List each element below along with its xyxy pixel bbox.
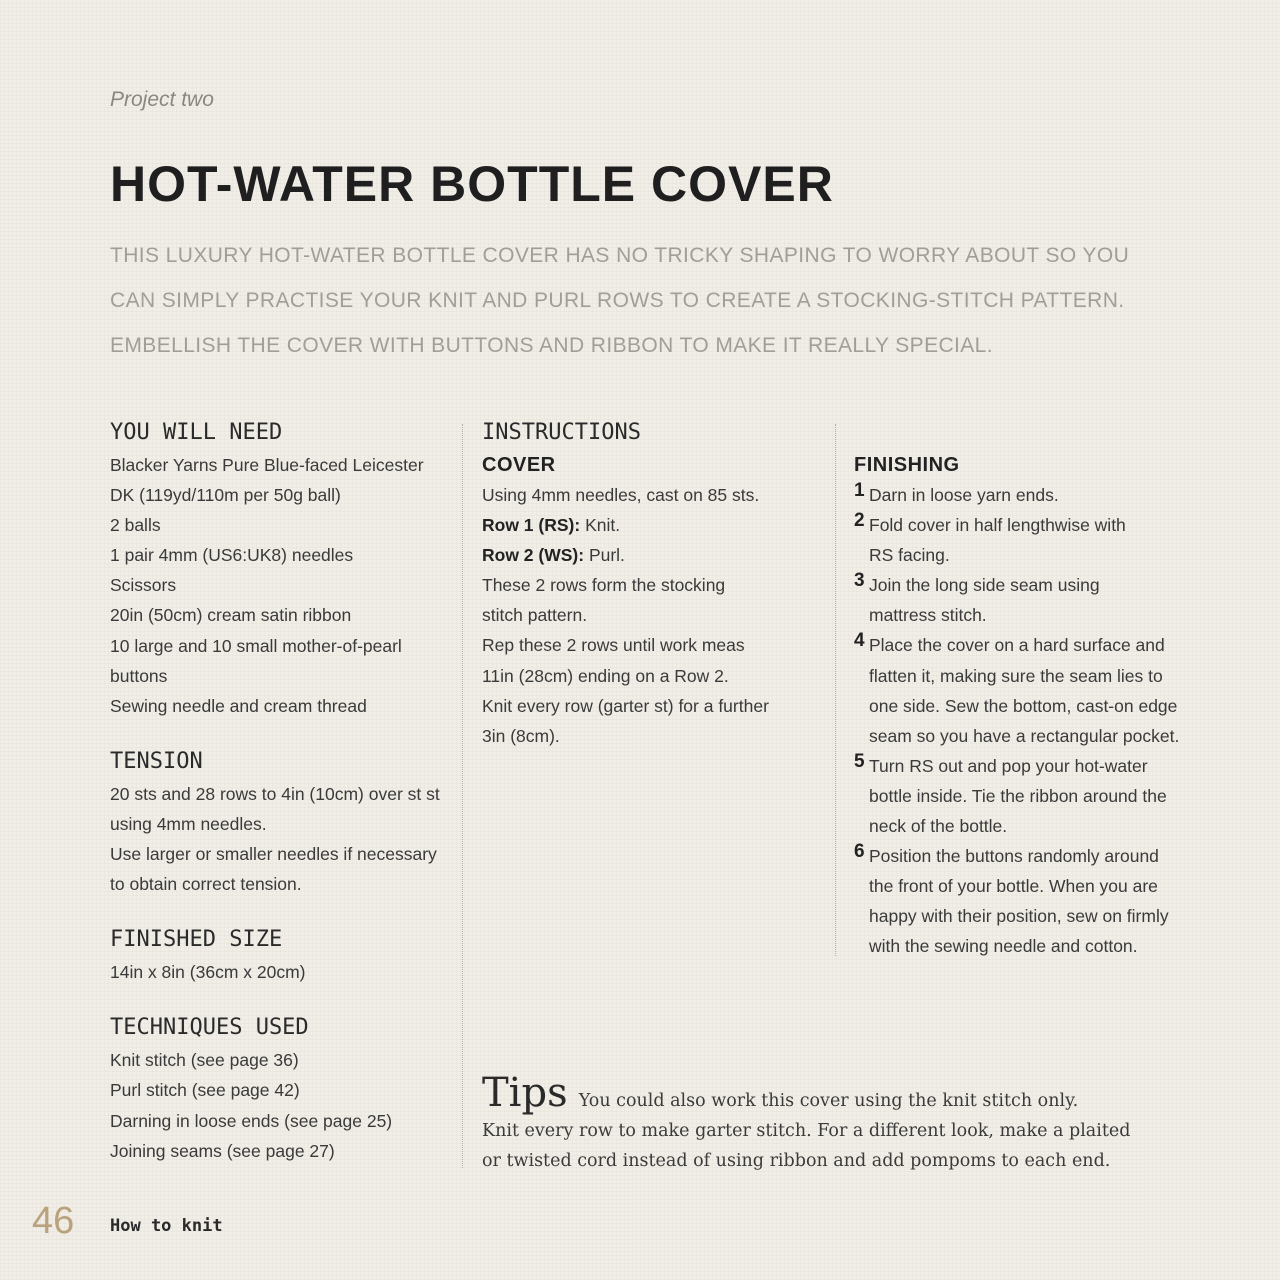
- step-line: Join the long side seam using: [869, 575, 1100, 596]
- finished-size-section: [110, 923, 450, 987]
- step-number: 6: [854, 841, 865, 863]
- row-1-text: Knit.: [580, 515, 621, 536]
- instruction-line: 11in (28cm) ending on a Row 2.: [482, 665, 729, 686]
- finishing-spacer: [854, 416, 1234, 450]
- list-item: 10 large and 10 small mother-of-pearl: [110, 635, 402, 656]
- running-title: How to knit: [110, 1216, 223, 1236]
- intro-line: EMBELLISH THE COVER WITH BUTTONS AND RIBBON TO MAKE IT REALLY SPECIAL.: [110, 334, 994, 357]
- step-line: the front of your bottle. When you are: [869, 876, 1158, 897]
- intro-line: CAN SIMPLY PRACTISE YOUR KNIT AND PURL ROWS TO CREATE A STOCKING-STITCH PATTERN.: [110, 289, 1125, 312]
- step-line: happy with their position, sew on firmly: [869, 906, 1169, 927]
- step-line: one side. Sew the bottom, cast-on edge: [869, 695, 1178, 716]
- cover-subheading: COVER: [482, 454, 556, 476]
- step-line: bottle inside. Tie the ribbon around the: [869, 785, 1167, 806]
- step-number: 4: [854, 630, 865, 652]
- tension-heading: TENSION: [110, 748, 203, 774]
- row-1-line: [482, 510, 827, 540]
- finishing-step: [854, 510, 1234, 570]
- row-2-label: Row 2 (WS):: [482, 545, 585, 566]
- tips-first-line: [482, 1070, 1242, 1116]
- step-line: Position the buttons randomly around: [869, 846, 1159, 867]
- list-item: DK (119yd/110m per 50g ball): [110, 485, 341, 506]
- finished-size-value: 14in x 8in (36cm x 20cm): [110, 962, 306, 983]
- instruction-line: These 2 rows form the stocking: [482, 575, 726, 596]
- row-2-text: Purl.: [584, 545, 625, 566]
- step-line: Turn RS out and pop your hot-water: [869, 755, 1148, 776]
- instruction-line: Knit every row (garter st) for a further: [482, 695, 769, 716]
- step-line: Place the cover on a hard surface and: [869, 635, 1165, 656]
- step-line: mattress stitch.: [869, 605, 987, 626]
- tips-line: Knit every row to make garter stitch. For a different look, make a plaited: [482, 1121, 1131, 1142]
- instructions-heading: INSTRUCTIONS: [482, 420, 641, 445]
- tension-line: 20 sts and 28 rows to 4in (10cm) over st st: [110, 783, 440, 804]
- tension-section: [110, 745, 450, 899]
- technique-item: Knit stitch (see page 36): [110, 1050, 299, 1071]
- step-number: 3: [854, 570, 865, 592]
- finishing-heading: FINISHING: [854, 454, 960, 476]
- cast-on-line: Using 4mm needles, cast on 85 sts.: [482, 485, 760, 505]
- techniques-section: [110, 1011, 450, 1165]
- step-line: neck of the bottle.: [869, 816, 1008, 837]
- tension-line: to obtain correct tension.: [110, 874, 302, 895]
- techniques-heading: TECHNIQUES USED: [110, 1015, 309, 1041]
- list-item: 20in (50cm) cream satin ribbon: [110, 605, 352, 626]
- step-number: 5: [854, 750, 865, 772]
- tension-line: Use larger or smaller needles if necessary: [110, 844, 437, 865]
- technique-item: Purl stitch (see page 42): [110, 1080, 300, 1101]
- column-divider: [462, 424, 463, 1168]
- step-line: flatten it, making sure the seam lies to: [869, 665, 1163, 686]
- tips-line: or twisted cord instead of using ribbon and add pompoms to each end.: [482, 1151, 1111, 1172]
- page-title: HOT-WATER BOTTLE COVER: [110, 156, 834, 212]
- you-will-need-section: [110, 416, 450, 721]
- page-number: 46: [32, 1200, 75, 1242]
- finishing-step: [854, 751, 1234, 841]
- list-item: Scissors: [110, 575, 177, 596]
- technique-item: Joining seams (see page 27): [110, 1140, 335, 1161]
- instructions-column: [482, 416, 827, 751]
- finishing-column: [854, 416, 1234, 962]
- column-divider: [835, 424, 836, 956]
- row-1-label: Row 1 (RS):: [482, 515, 581, 536]
- instruction-line: stitch pattern.: [482, 605, 588, 626]
- list-item: buttons: [110, 665, 168, 686]
- row-2-line: [482, 540, 827, 570]
- finished-size-heading: FINISHED SIZE: [110, 927, 283, 953]
- left-column: [110, 416, 450, 1166]
- you-will-need-heading: YOU WILL NEED: [110, 420, 283, 445]
- finishing-step: [854, 841, 1234, 961]
- finishing-step: [854, 630, 1234, 750]
- list-item: 2 balls: [110, 515, 161, 536]
- instruction-line: 3in (8cm).: [482, 725, 560, 746]
- step-number: 1: [854, 480, 865, 501]
- instruction-line: Rep these 2 rows until work meas: [482, 635, 745, 656]
- tension-line: using 4mm needles.: [110, 813, 267, 834]
- step-line: RS facing.: [869, 545, 950, 566]
- list-item: 1 pair 4mm (US6:UK8) needles: [110, 545, 354, 566]
- tips-intro: You could also work this cover using the knit stitch only.: [578, 1091, 1079, 1111]
- list-item: Sewing needle and cream thread: [110, 695, 367, 716]
- finishing-step: [854, 570, 1234, 630]
- tips-heading: Tips: [482, 1070, 568, 1116]
- step-number: 2: [854, 510, 865, 532]
- technique-item: Darning in loose ends (see page 25): [110, 1110, 393, 1131]
- tips-box: [482, 1070, 1242, 1176]
- series-label: Project two: [110, 88, 214, 111]
- step-line: seam so you have a rectangular pocket.: [869, 725, 1180, 746]
- step-line: with the sewing needle and cotton.: [869, 936, 1138, 957]
- intro-text: [110, 233, 1190, 368]
- list-item: Blacker Yarns Pure Blue-faced Leicester: [110, 455, 424, 475]
- finishing-step: [854, 480, 1234, 510]
- step-line: Darn in loose yarn ends.: [869, 485, 1059, 505]
- step-line: Fold cover in half lengthwise with: [869, 515, 1126, 536]
- materials-list: [110, 450, 450, 721]
- intro-line: THIS LUXURY HOT-WATER BOTTLE COVER HAS NO TRICKY SHAPING TO WORRY ABOUT SO YOU: [110, 244, 1130, 267]
